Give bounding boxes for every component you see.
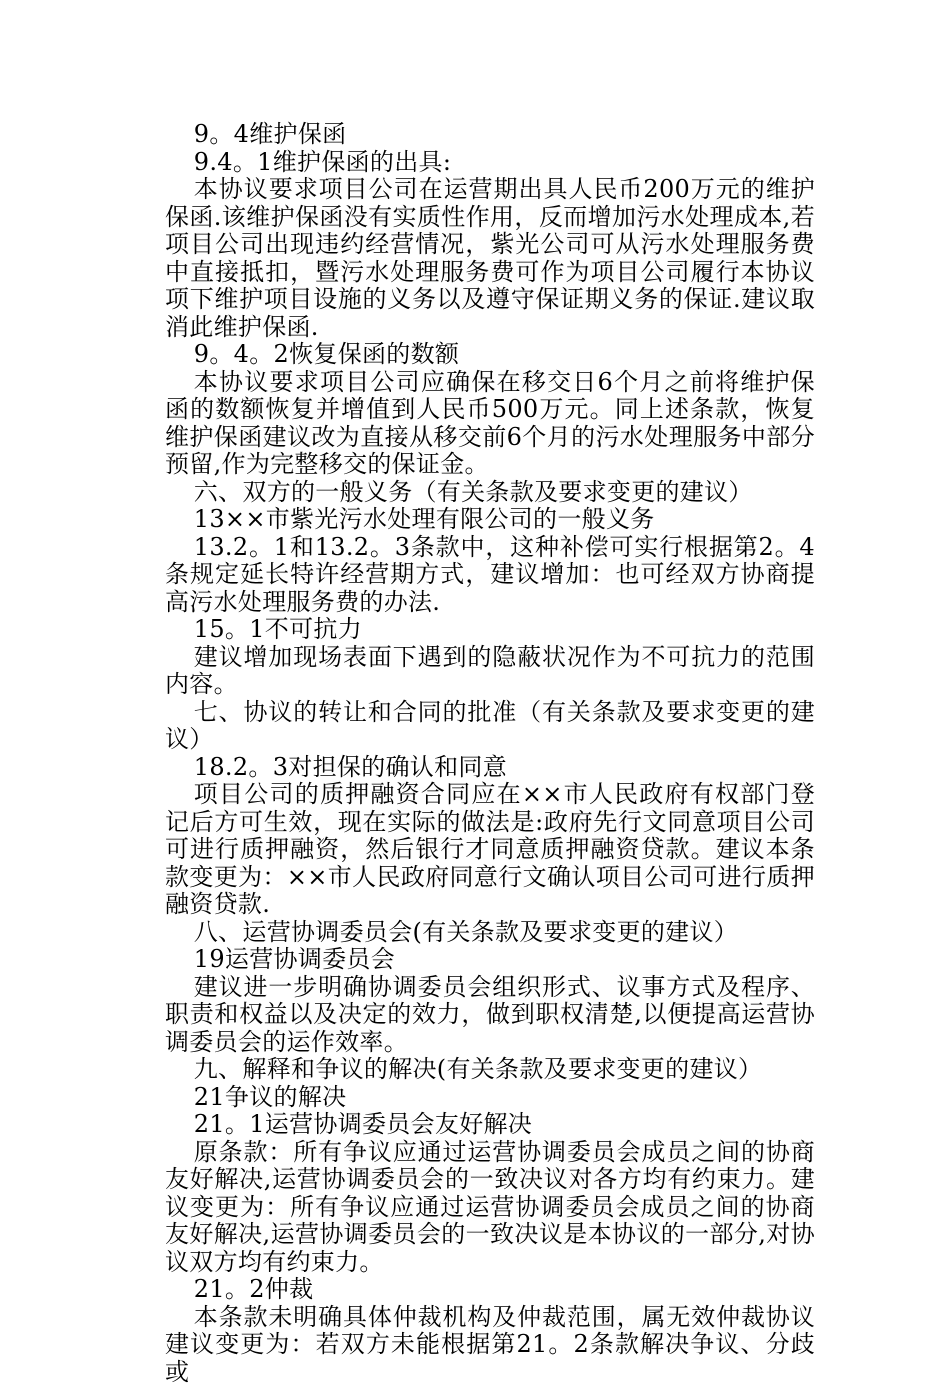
paragraph-21-1: 原条款：所有争议应通过运营协调委员会成员之间的协商友好解决,运营协调委员会的一致决议对各方均有约束力。建议变更为：所有争议应通过运营协调委员会成员之间的协商友好解决,运营协调委员会的一致决议是本协议的一部分,对协议双方均有约束力。 bbox=[165, 1139, 815, 1277]
clause-heading-9-4-2: 9。4。2恢复保函的数额 bbox=[165, 341, 815, 369]
section-heading-9-4: 9。4维护保函 bbox=[165, 121, 815, 149]
paragraph-15-1: 建议增加现场表面下遇到的隐蔽状况作为不可抗力的范围内容。 bbox=[165, 644, 815, 699]
clause-heading-15-1: 15。1不可抗力 bbox=[165, 616, 815, 644]
paragraph-19: 建议进一步明确协调委员会组织形式、议事方式及程序、职责和权益以及决定的效力，做到职权清楚,以便提高运营协调委员会的运作效率。 bbox=[165, 974, 815, 1057]
paragraph-18-2-3: 项目公司的质押融资合同应在××市人民政府有权部门登记后方可生效，现在实际的做法是:政府先行文同意项目公司可进行质押融资，然后银行才同意质押融资贷款。建议本条款变更为：××市人民政府同意行文确认项目公司可进行质押融资贷款. bbox=[165, 781, 815, 919]
clause-heading-13: 13××市紫光污水处理有限公司的一般义务 bbox=[165, 506, 815, 534]
clause-heading-9-4-1: 9.4。1维护保函的出具: bbox=[165, 149, 815, 177]
paragraph-21-2: 本条款未明确具体仲裁机构及仲裁范围，属无效仲裁协议建议变更为：若双方未能根据第21。2条款解决争议、分歧或 bbox=[165, 1304, 815, 1386]
clause-heading-21-1: 21。1运营协调委员会友好解决 bbox=[165, 1111, 815, 1139]
section-heading-9: 九、解释和争议的解决(有关条款及要求变更的建议） bbox=[165, 1056, 815, 1084]
section-heading-6: 六、双方的一般义务（有关条款及要求变更的建议） bbox=[165, 479, 815, 507]
section-heading-8: 八、运营协调委员会(有关条款及要求变更的建议） bbox=[165, 919, 815, 947]
paragraph-13: 13.2。1和13.2。3条款中，这种补偿可实行根据第2。4条规定延长特许经营期方式，建议增加：也可经双方协商提高污水处理服务费的办法. bbox=[165, 534, 815, 617]
section-heading-7: 七、协议的转让和合同的批准（有关条款及要求变更的建议） bbox=[165, 699, 815, 754]
clause-heading-21: 21争议的解决 bbox=[165, 1084, 815, 1112]
document-body bbox=[165, 121, 815, 1386]
clause-heading-21-2: 21。2仲裁 bbox=[165, 1276, 815, 1304]
clause-heading-18-2-3: 18.2。3对担保的确认和同意 bbox=[165, 754, 815, 782]
paragraph-9-4-2: 本协议要求项目公司应确保在移交日6个月之前将维护保函的数额恢复并增值到人民币500万元。同上述条款，恢复维护保函建议改为直接从移交前6个月的污水处理服务中部分预留,作为完整移交的保证金。 bbox=[165, 369, 815, 479]
paragraph-9-4-1: 本协议要求项目公司在运营期出具人民币200万元的维护保函.该维护保函没有实质性作用，反而增加污水处理成本,若项目公司出现违约经营情况，紫光公司可从污水处理服务费中直接抵扣，暨污水处理服务费可作为项目公司履行本协议项下维护项目设施的义务以及遵守保证期义务的保证.建议取消此维护保函. bbox=[165, 176, 815, 341]
clause-heading-19: 19运营协调委员会 bbox=[165, 946, 815, 974]
